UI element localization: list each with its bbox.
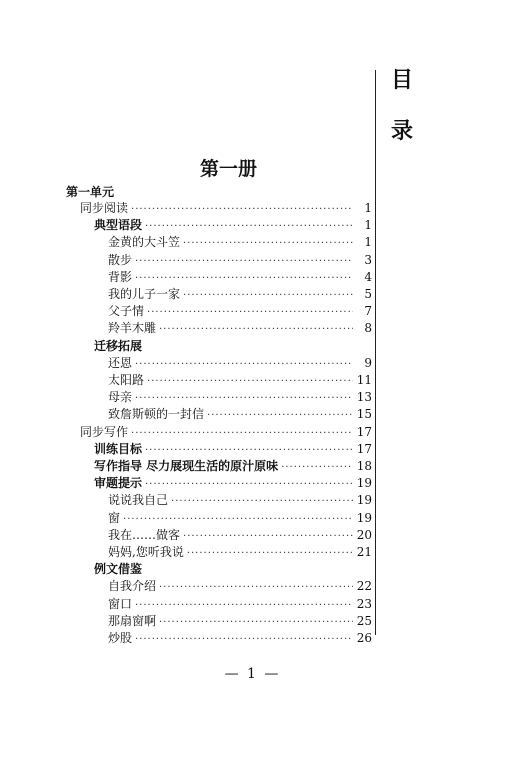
toc-entry-page: 26 — [356, 631, 372, 645]
toc-entry[interactable] — [108, 544, 372, 561]
toc-entry[interactable] — [108, 578, 372, 595]
toc-entry-page: 15 — [356, 407, 372, 421]
toc-entry-page: 19 — [356, 476, 372, 490]
toc-entry-page: 1 — [364, 201, 372, 215]
toc-entry[interactable] — [80, 424, 372, 441]
toc-entry-page: 25 — [356, 614, 372, 628]
toc-entry-page: 4 — [364, 270, 372, 284]
toc-entry[interactable] — [94, 458, 372, 475]
toc-dot-leader — [145, 218, 353, 235]
toc-dot-leader — [145, 442, 353, 459]
toc-dot-leader — [147, 304, 353, 321]
toc-entry-page: 21 — [356, 545, 372, 559]
toc-entry-label: 背影 — [108, 270, 133, 284]
toc-entry[interactable] — [108, 510, 372, 527]
toc-entry[interactable] — [108, 303, 372, 320]
toc-entry[interactable] — [94, 338, 372, 355]
toc-entry[interactable] — [108, 613, 372, 630]
toc-entry[interactable] — [94, 217, 372, 234]
toc-entry[interactable] — [108, 372, 372, 389]
toc-dot-leader — [123, 511, 353, 528]
toc-entry[interactable] — [108, 596, 372, 613]
toc-entry[interactable] — [108, 630, 372, 647]
vertical-divider — [375, 70, 376, 635]
toc-dot-leader — [131, 201, 353, 218]
toc-dot-leader — [135, 356, 353, 373]
toc-dot-leader — [207, 407, 353, 424]
toc-entry-page: 5 — [364, 287, 372, 301]
toc-dot-leader — [135, 253, 353, 270]
toc-entry-label: 还恩 — [108, 356, 133, 370]
unit-title: 第一单元 — [66, 185, 115, 199]
toc-dot-leader — [135, 390, 353, 407]
toc-dot-leader — [171, 493, 353, 510]
toc-entry[interactable] — [108, 252, 372, 269]
toc-entry-page: 1 — [364, 235, 372, 249]
toc-entry-page: 3 — [364, 253, 372, 267]
toc-entry-page: 9 — [364, 356, 372, 370]
toc-entry-page: 1 — [364, 218, 372, 232]
toc-entry[interactable] — [108, 269, 372, 286]
toc-entry[interactable] — [108, 355, 372, 372]
toc-entry-label: 说说我自己 — [108, 493, 169, 507]
toc-entry[interactable] — [108, 527, 372, 544]
toc-dot-leader — [159, 321, 353, 338]
toc-entry[interactable] — [108, 389, 372, 406]
toc-entry-label: 迁移拓展 — [94, 339, 143, 353]
toc-dot-leader — [135, 270, 353, 287]
toc-entry-label: 炒股 — [108, 631, 133, 645]
toc-entry-page: 20 — [356, 528, 372, 542]
toc-dot-leader — [159, 579, 353, 596]
toc-entry-label: 训练目标 — [94, 442, 143, 456]
toc-dot-leader — [135, 631, 353, 648]
toc-entry[interactable] — [108, 492, 372, 509]
toc-dot-leader — [131, 425, 353, 442]
toc-dot-leader — [281, 459, 353, 476]
toc-entry-page: 22 — [356, 579, 372, 593]
toc-entry-label: 羚羊木雕 — [108, 321, 157, 335]
toc-entry-label: 例文借鉴 — [94, 562, 143, 576]
toc-entry[interactable] — [108, 320, 372, 337]
toc-entry-page: 8 — [364, 321, 372, 335]
toc-entry-label: 致詹斯顿的一封信 — [108, 407, 205, 421]
toc-entry-label: 金黄的大斗笠 — [108, 235, 181, 249]
toc-entry-label: 审题提示 — [94, 476, 143, 490]
toc-entry-label: 典型语段 — [94, 218, 143, 232]
toc-dot-leader — [183, 287, 353, 304]
toc-dot-leader — [183, 528, 353, 545]
toc-dot-leader — [147, 373, 353, 390]
toc-entry-page: 17 — [356, 442, 372, 456]
toc-dot-leader — [145, 476, 353, 493]
toc-entry-page: 19 — [356, 493, 372, 507]
toc-entry[interactable] — [108, 286, 372, 303]
toc-entry-label: 同步阅读 — [80, 201, 129, 215]
toc-entry-label: 那扇窗啊 — [108, 614, 157, 628]
toc-entry-label: 我的儿子一家 — [108, 287, 181, 301]
toc-entry[interactable] — [108, 406, 372, 423]
toc-entry-label: 我在……做客 — [108, 528, 181, 542]
toc-dot-leader — [187, 545, 353, 562]
toc-entry-label: 自我介绍 — [108, 579, 157, 593]
toc-entry[interactable] — [94, 441, 372, 458]
toc-dot-leader — [159, 614, 353, 631]
toc-entry-page: 18 — [356, 459, 372, 473]
volume-title: 第一册 — [200, 158, 258, 180]
toc-entry-page: 17 — [356, 425, 372, 439]
toc-entry[interactable] — [94, 475, 372, 492]
vertical-title-char-1: 目 — [391, 68, 414, 93]
toc-entry-page: 11 — [356, 373, 372, 387]
toc-entry-label: 窗 — [108, 511, 121, 525]
toc-entry-label: 父子情 — [108, 304, 145, 318]
toc-entry-page: 23 — [356, 597, 372, 611]
toc-entry-label: 母亲 — [108, 390, 133, 404]
toc-entry-label: 妈妈,您听我说 — [108, 545, 184, 559]
toc-entry-page: 13 — [356, 390, 372, 404]
toc-entry-page: 19 — [356, 511, 372, 525]
toc-entry-label: 写作指导 尽力展现生活的原汁原味 — [94, 459, 279, 473]
toc-entry-label: 同步写作 — [80, 425, 129, 439]
toc-entry[interactable] — [80, 200, 372, 217]
page-number-footer: — 1 — — [224, 666, 281, 682]
toc-entry-label: 散步 — [108, 253, 133, 267]
toc-entry-label: 窗口 — [108, 597, 133, 611]
toc-entry[interactable] — [108, 234, 372, 251]
toc-entry-page: 7 — [364, 304, 372, 318]
toc-entry-label: 太阳路 — [108, 373, 145, 387]
toc-entry[interactable] — [94, 561, 372, 578]
toc-dot-leader — [183, 235, 353, 252]
vertical-title — [391, 70, 413, 143]
vertical-title-char-2: 录 — [391, 119, 414, 144]
toc-dot-leader — [135, 597, 353, 614]
